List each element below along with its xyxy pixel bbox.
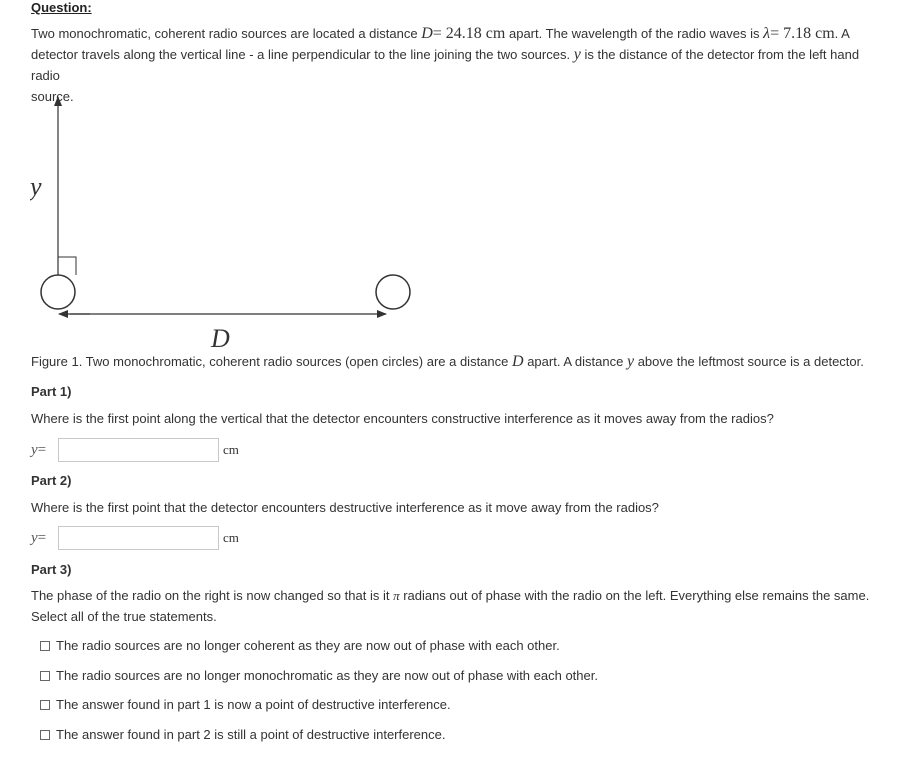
part1-answer-input[interactable] bbox=[58, 438, 219, 462]
option-1-checkbox[interactable] bbox=[40, 641, 50, 651]
y-axis-label: y bbox=[30, 172, 42, 201]
part2-label: Part 2) bbox=[31, 473, 72, 488]
caption-distance-variable: D bbox=[512, 353, 524, 370]
option-4-label: The answer found in part 2 is still a point of destructive interference. bbox=[56, 727, 446, 742]
figure-1 bbox=[30, 85, 430, 358]
part3-option-1[interactable] bbox=[40, 638, 560, 653]
wavelength-value: = 7.18 cm bbox=[770, 25, 835, 42]
part1-answer-row bbox=[31, 437, 239, 463]
intro-text-5: is the distance of the detector from the left hand radio bbox=[31, 47, 860, 83]
part1-unit: cm bbox=[223, 442, 239, 457]
intro-text-3: . A bbox=[834, 26, 850, 41]
part3-text-b: radians out of phase with the radio on the left. Everything else remains the same. bbox=[403, 588, 870, 603]
left-source-circle bbox=[41, 275, 75, 309]
intro-text-1: Two monochromatic, coherent radio sources are located a distance bbox=[31, 26, 418, 41]
part2-answer-input[interactable] bbox=[58, 526, 219, 550]
part3-label: Part 3) bbox=[31, 562, 72, 577]
part2-answer-row bbox=[31, 525, 239, 551]
right-angle-marker bbox=[58, 257, 76, 275]
part1-label: Part 1) bbox=[31, 384, 72, 399]
part2-variable bbox=[31, 530, 58, 547]
option-2-label: The radio sources are no longer monochromatic as they are now out of phase with each other. bbox=[56, 668, 598, 683]
part3-option-3[interactable] bbox=[40, 697, 451, 712]
question-heading: Question: bbox=[31, 0, 92, 15]
caption-y-variable: y bbox=[626, 353, 635, 370]
part1-question: Where is the first point along the vertical that the detector encounters constructive interference as it moves away from the radios? bbox=[31, 411, 774, 426]
option-1-label: The radio sources are no longer coherent as they are now out of phase with each other. bbox=[56, 638, 560, 653]
part1-var-symbol: y bbox=[31, 441, 38, 458]
option-3-label: The answer found in part 1 is now a point of destructive interference. bbox=[56, 697, 451, 712]
caption-text-1: Figure 1. Two monochromatic, coherent radio sources (open circles) are a distance bbox=[31, 354, 509, 369]
part3-text-a: The phase of the radio on the right is now changed so that is it bbox=[31, 588, 390, 603]
part2-equals: = bbox=[37, 529, 47, 546]
interference-diagram bbox=[30, 85, 430, 355]
part2-var-symbol: y bbox=[31, 529, 38, 546]
option-4-checkbox[interactable] bbox=[40, 730, 50, 740]
wavelength-variable: λ bbox=[763, 25, 771, 42]
caption-text-3: above the leftmost source is a detector. bbox=[637, 354, 864, 369]
part1-variable bbox=[31, 442, 58, 459]
distance-value: = 24.18 cm bbox=[432, 25, 506, 42]
intro-text-4: detector travels along the vertical line - a line perpendicular to the line joining the two sources. bbox=[31, 47, 571, 62]
y-variable: y bbox=[573, 46, 581, 63]
intro-text-2: apart. The wavelength of the radio waves is bbox=[508, 26, 760, 41]
part3-option-4[interactable] bbox=[40, 727, 445, 742]
part3-option-2[interactable] bbox=[40, 668, 598, 683]
distance-label: D bbox=[211, 324, 230, 353]
part3-text bbox=[31, 585, 891, 627]
part2-unit: cm bbox=[223, 530, 239, 545]
option-3-checkbox[interactable] bbox=[40, 700, 50, 710]
caption-text-2: apart. A distance bbox=[527, 354, 624, 369]
part3-instruction: Select all of the true statements. bbox=[31, 609, 217, 624]
pi-symbol: π bbox=[393, 588, 400, 603]
intro-text-6: source. bbox=[31, 89, 74, 104]
part2-question: Where is the first point that the detector encounters destructive interference as it move away from the radios? bbox=[31, 500, 659, 515]
right-source-circle bbox=[376, 275, 410, 309]
option-2-checkbox[interactable] bbox=[40, 671, 50, 681]
part1-equals: = bbox=[37, 441, 47, 458]
figure-caption bbox=[31, 353, 864, 371]
distance-variable: D bbox=[421, 25, 433, 42]
